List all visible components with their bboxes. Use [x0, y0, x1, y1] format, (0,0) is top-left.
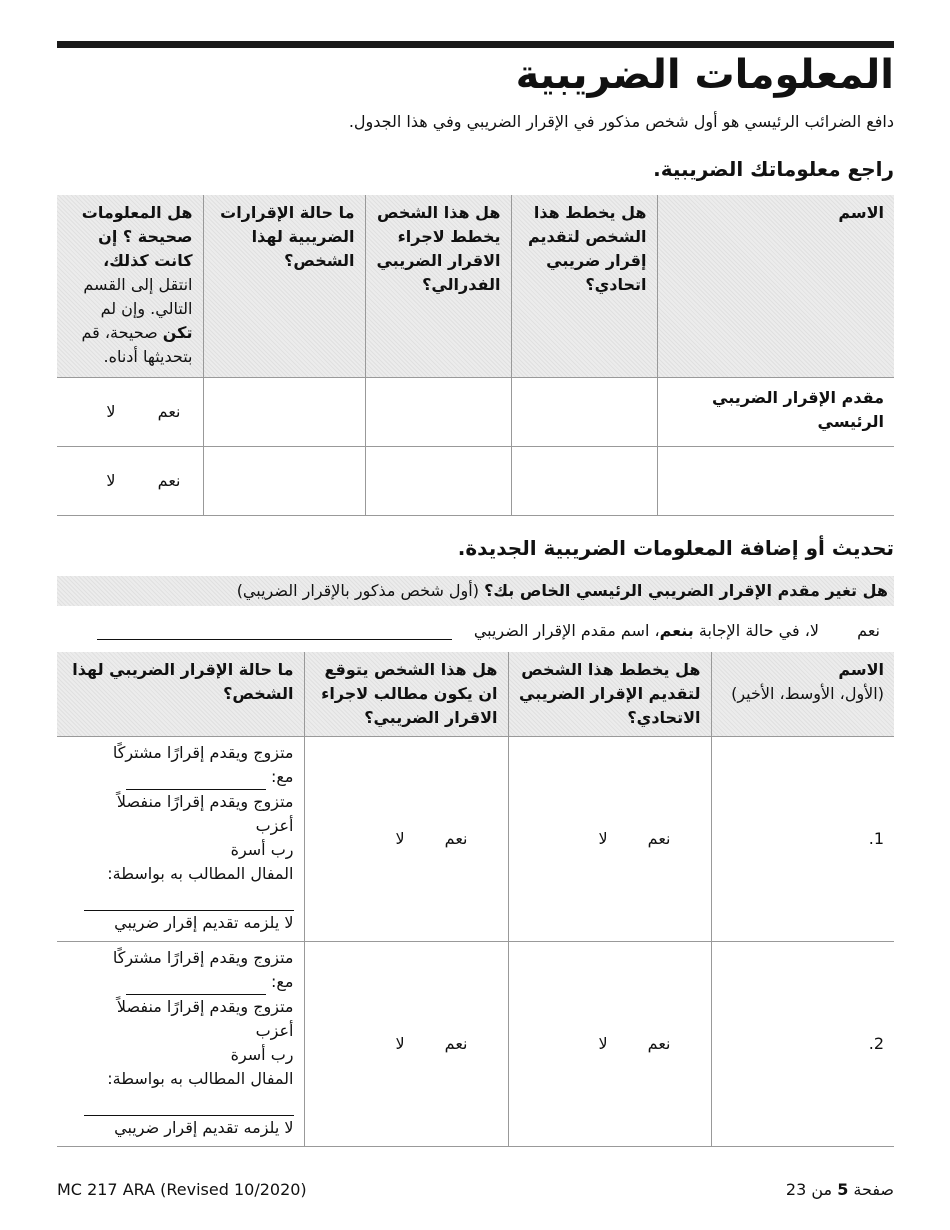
answer-yes[interactable]: نعم	[857, 621, 880, 640]
row-number: 1.	[711, 737, 894, 942]
yes-option[interactable]: نعم	[647, 829, 671, 848]
status-options	[57, 737, 304, 942]
page-number	[786, 1180, 894, 1199]
header-status: ما حالة الإقرارات الضريبية لهذا الشخص؟	[203, 195, 365, 377]
table-row	[57, 377, 894, 446]
status-head[interactable]: رب أسرة	[230, 840, 294, 859]
table-row	[57, 737, 894, 942]
expect-claim-choice[interactable]	[304, 942, 508, 1147]
yes-option[interactable]: نعم	[157, 470, 181, 490]
header-correct	[57, 195, 203, 377]
joint-with-field[interactable]	[126, 765, 266, 790]
page-word: صفحة	[848, 1180, 894, 1199]
header-plan-claim: هل هذا الشخص يخطط لاجراء الاقرار الضريبي الفدرالي؟	[365, 195, 511, 377]
no-option[interactable]: لا	[106, 470, 116, 490]
expect-claim-choice[interactable]	[304, 737, 508, 942]
review-table	[57, 195, 894, 516]
page-of: من 23	[785, 1180, 838, 1199]
cell-plan-file[interactable]	[511, 377, 657, 446]
no-option[interactable]: لا	[598, 829, 608, 848]
header-status: ما حالة الإقرار الضريبي لهذا الشخص؟	[72, 660, 294, 703]
yes-no-choice[interactable]	[57, 377, 203, 446]
joint-with-field[interactable]	[126, 970, 266, 995]
status-none[interactable]: لا يلزمه تقديم إقرار ضريبي	[114, 1118, 294, 1137]
question-normal: (أول شخص مذكور بالإقرار الضريبي)	[236, 581, 485, 600]
no-option[interactable]: لا	[598, 1034, 608, 1053]
no-option[interactable]: لا	[395, 829, 405, 848]
update-heading: تحديث أو إضافة المعلومات الضريبية الجديدة.	[457, 536, 894, 560]
row-number: 2.	[711, 942, 894, 1147]
header-name-label: الاسم	[838, 660, 884, 679]
table-row	[57, 446, 894, 515]
header-correct-normal2: صحيحة، قم بتحديثها أدناه.	[81, 323, 193, 366]
form-id: MC 217 ARA (Revised 10/2020)	[57, 1180, 307, 1199]
plan-file-choice[interactable]	[508, 737, 711, 942]
status-dependent[interactable]: المفال المطالب به بواسطة:	[107, 864, 294, 883]
page-num: 5	[837, 1180, 849, 1199]
status-joint[interactable]: متزوج ويقدم إقرارًا مشتركًا	[112, 743, 294, 762]
cell-status[interactable]	[203, 377, 365, 446]
status-joint[interactable]: متزوج ويقدم إقرارًا مشتركًا	[112, 948, 294, 967]
yes-option[interactable]: نعم	[444, 829, 468, 848]
row-name[interactable]	[657, 446, 894, 515]
header-correct-bold2: تكن	[162, 323, 193, 342]
review-header-row	[57, 195, 894, 377]
cell-status[interactable]	[203, 446, 365, 515]
status-with: مع:	[271, 972, 294, 991]
header-correct-normal1: انتقل إلى القسم التالي. وإن لم	[83, 275, 193, 318]
review-heading: راجع معلوماتك الضريبية.	[653, 157, 894, 181]
question-bold: هل تغير مقدم الإقرار الضريبي الرئيسي الخاص بك؟	[484, 581, 888, 600]
top-rule	[57, 41, 894, 48]
update-table	[57, 652, 894, 1147]
answer-yes-bold: بنعم	[659, 621, 694, 640]
intro-text: دافع الضرائب الرئيسي هو أول شخص مذكور في الإقرار الضريبي وفي هذا الجدول.	[348, 112, 894, 131]
update-header-row	[57, 652, 894, 737]
yes-option[interactable]: نعم	[444, 1034, 468, 1053]
header-name: الاسم	[657, 195, 894, 377]
primary-filer-answer	[97, 621, 880, 640]
primary-filer-question	[57, 576, 894, 606]
table-row	[57, 942, 894, 1147]
dependent-by-field[interactable]	[84, 886, 294, 911]
status-single[interactable]: أعزب	[255, 1021, 294, 1040]
status-with: مع:	[271, 767, 294, 786]
header-name	[711, 652, 894, 737]
header-plan-file: هل يخطط هذا الشخص لتقديم إقرار ضريبي اتحادي؟	[511, 195, 657, 377]
plan-file-choice[interactable]	[508, 942, 711, 1147]
yes-no-choice[interactable]	[57, 446, 203, 515]
header-expect-claim: هل هذا الشخص يتوقع ان يكون مطالب لاجراء الاقرار الضريبي؟	[304, 652, 508, 737]
status-head[interactable]: رب أسرة	[230, 1045, 294, 1064]
header-name-sub: (الأول، الأوسط، الأخير)	[731, 684, 884, 703]
cell-plan-file[interactable]	[511, 446, 657, 515]
yes-option[interactable]: نعم	[647, 1034, 671, 1053]
primary-filer-name-field[interactable]	[97, 625, 452, 640]
cell-plan-claim[interactable]	[365, 446, 511, 515]
status-single[interactable]: أعزب	[255, 816, 294, 835]
status-options	[57, 942, 304, 1147]
answer-no[interactable]: لا، في حالة الإجابة	[693, 621, 819, 640]
dependent-by-field[interactable]	[84, 1091, 294, 1116]
status-separate[interactable]: متزوج ويقدم إقرارًا منفصلاً	[116, 997, 294, 1016]
no-option[interactable]: لا	[395, 1034, 405, 1053]
yes-option[interactable]: نعم	[157, 401, 181, 421]
header-plan-file: هل يخطط هذا الشخص لتقديم الإقرار الضريبي الاتحادي؟	[508, 652, 711, 737]
answer-suffix: ، اسم مقدم الإقرار الضريبي	[473, 621, 660, 640]
status-none[interactable]: لا يلزمه تقديم إقرار ضريبي	[114, 913, 294, 932]
row-name: مقدم الإقرار الضريبي الرئيسي	[657, 377, 894, 446]
no-option[interactable]: لا	[106, 401, 116, 421]
status-dependent[interactable]: المفال المطالب به بواسطة:	[107, 1069, 294, 1088]
status-separate[interactable]: متزوج ويقدم إقرارًا منفصلاً	[116, 792, 294, 811]
cell-plan-claim[interactable]	[365, 377, 511, 446]
header-correct-bold: هل المعلومات صحيحة ؟ إن كانت كذلك،	[81, 203, 193, 270]
page-title: المعلومات الضريبية	[515, 52, 894, 98]
